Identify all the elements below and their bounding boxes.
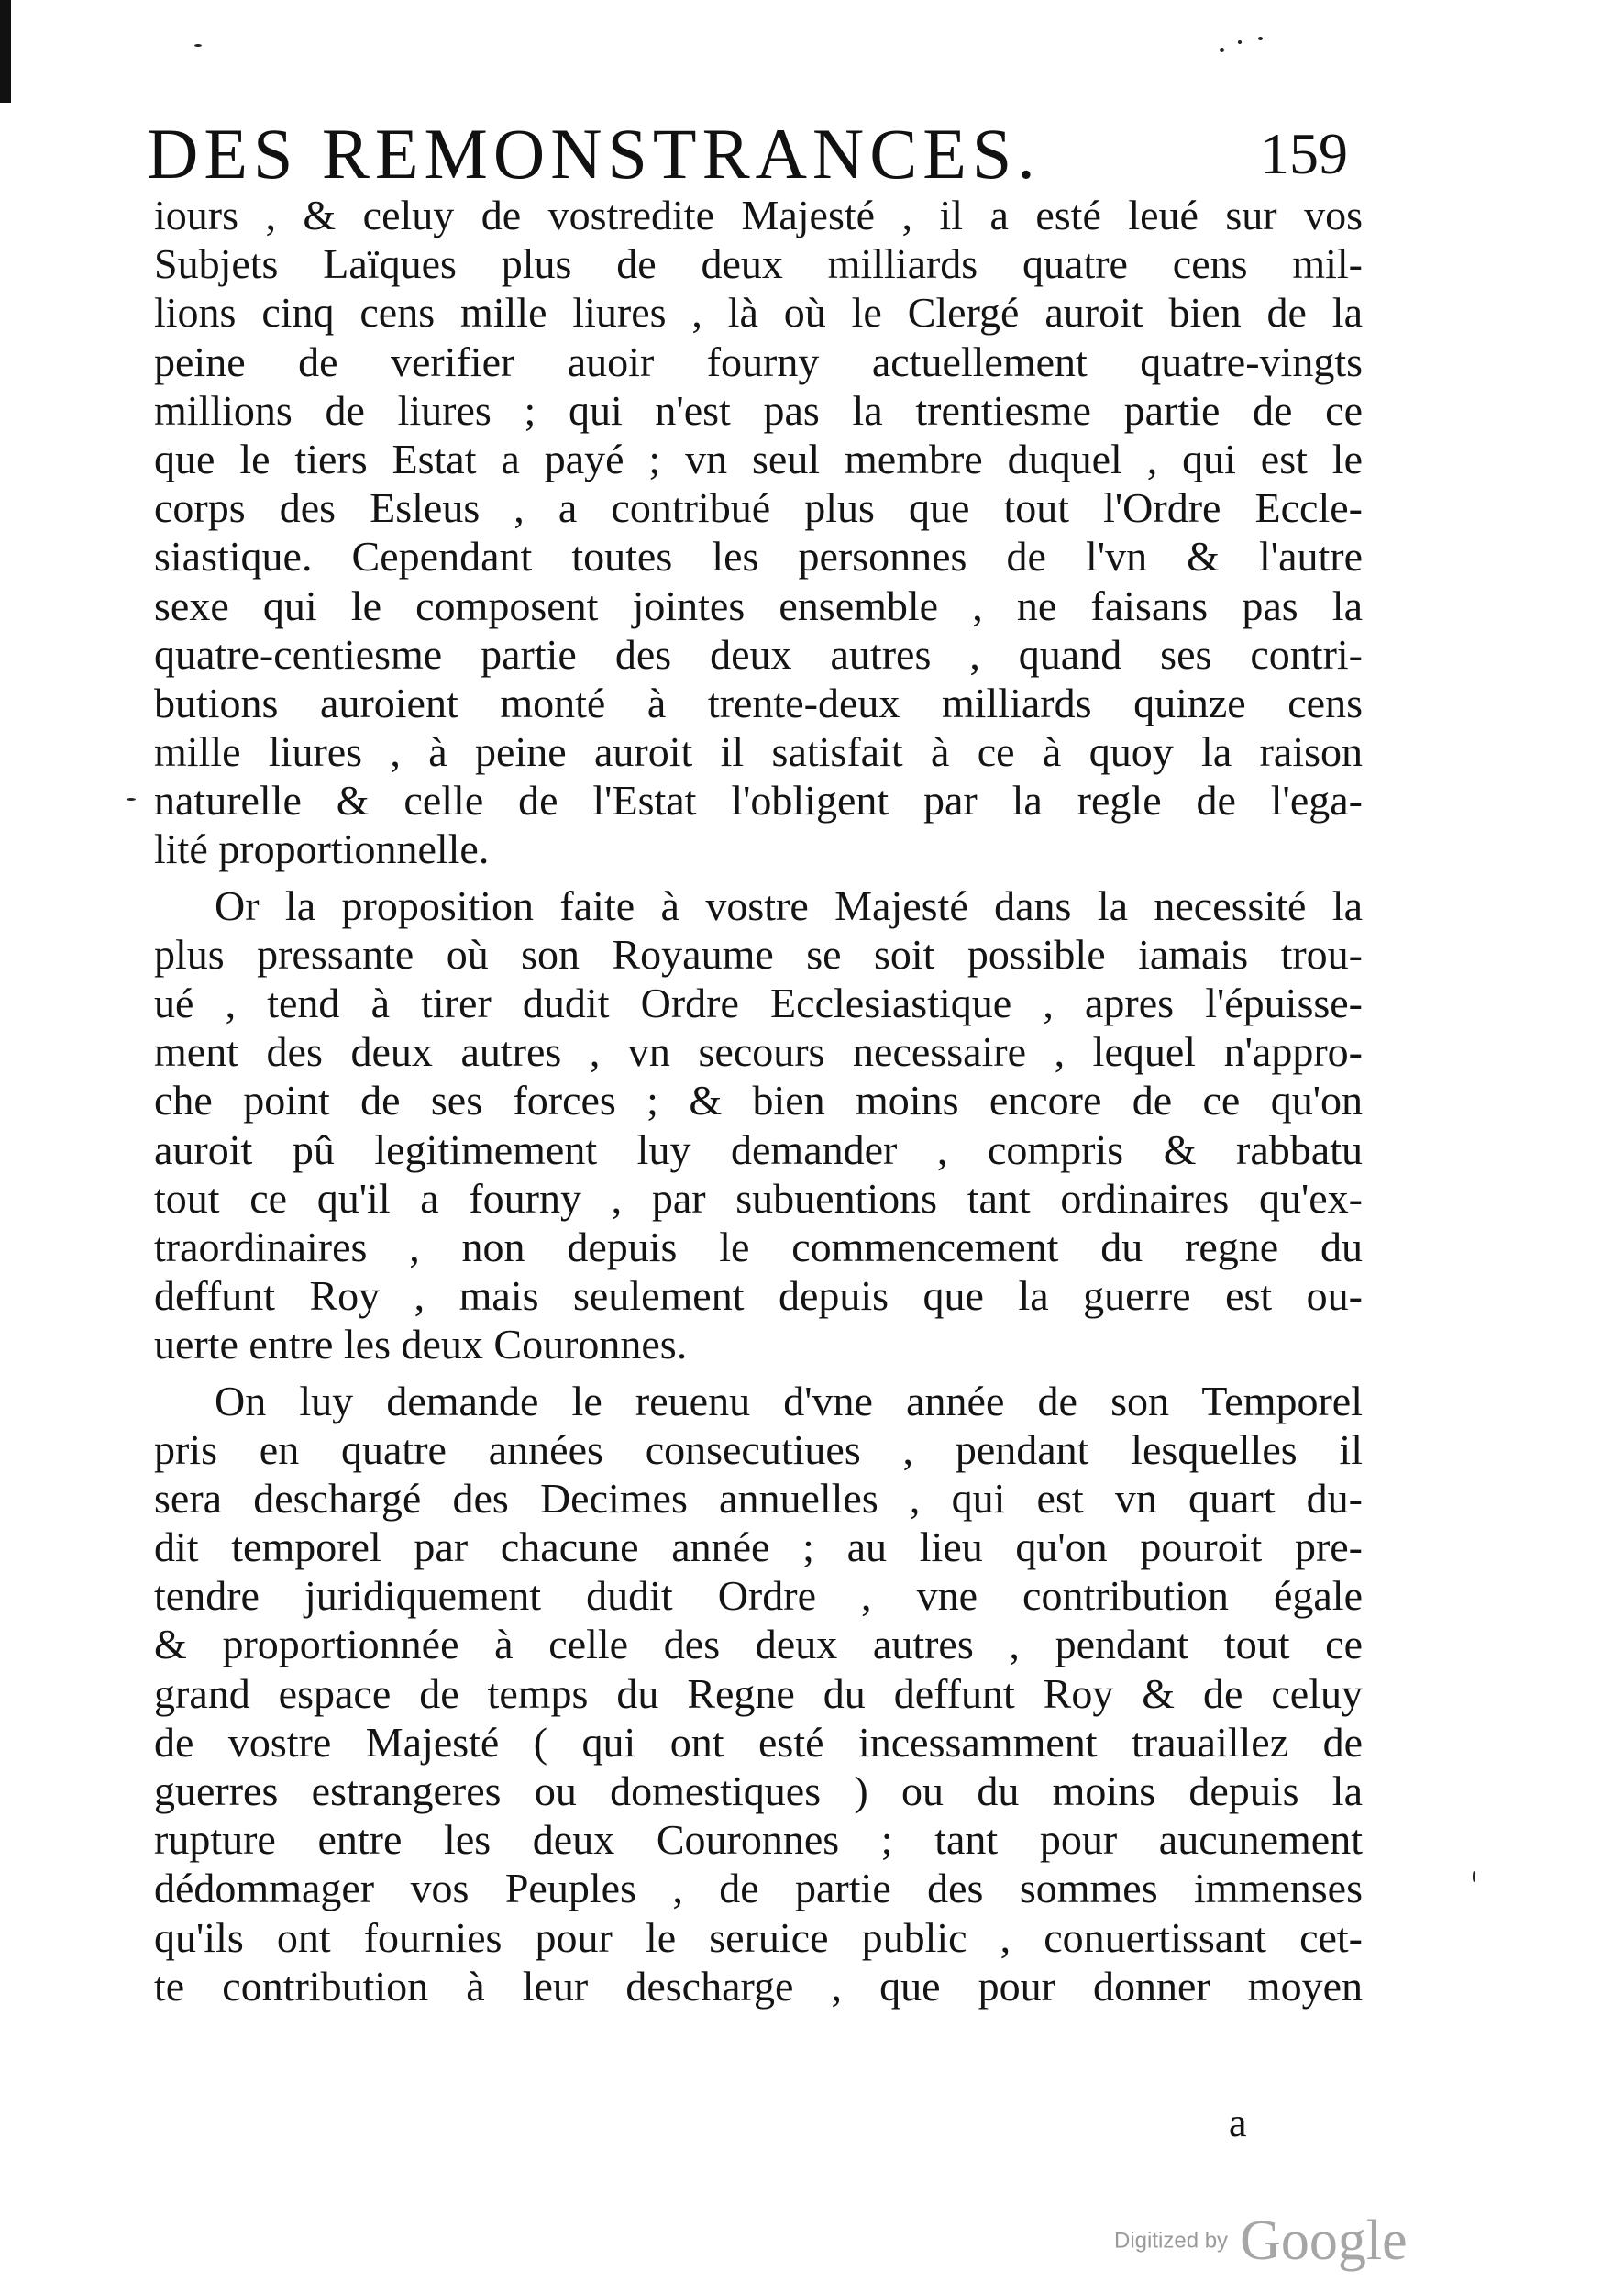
text-line: plus pressante où son Royaume se soit possible iamais trou- [154,930,1363,978]
text-line: te contribution à leur descharge , que pour donner moyen [154,1962,1363,2010]
text-line: de vostre Majesté ( qui ont esté incessamment trauaillez de [154,1718,1363,1766]
text-line: che point de ses forces ; & bien moins encore de ce qu'on [154,1077,1363,1124]
text-line: siastique. Cependant toutes les personnes de l'vn & l'autre [154,533,1363,581]
signature-mark: a [1229,2100,1247,2145]
paragraph-3 [154,1377,1363,2011]
text-line: tendre juridiquement dudit Ordre , vne contribution égale [154,1572,1363,1620]
text-line: millions de liures ; qui n'est pas la trentiesme partie de ce [154,386,1363,434]
paragraph-2 [154,881,1363,1369]
running-head [147,108,1348,200]
page-number: 159 [1260,121,1348,186]
text-line: deffunt Roy , mais seulement depuis que la guerre est ou- [154,1272,1363,1320]
text-line: auroit pû legitimement luy demander , compris & rabbatu [154,1125,1363,1173]
scan-speck [127,798,136,801]
body-text [154,191,1363,2011]
text-line: dit temporel par chacune année ; au lieu qu'on pouroit pre- [154,1523,1363,1571]
text-line: mille liures , à peine auroit il satisfait à ce à quoy la raison [154,728,1363,776]
running-title: DES REMONSTRANCES. [147,114,1041,194]
text-line: sera deschargé des Decimes annuelles , qui est vn quart du- [154,1474,1363,1522]
text-line: guerres estrangeres ou domestiques ) ou du moins depuis la [154,1767,1363,1814]
text-line: sexe qui le composent jointes ensemble , ne faisans pas la [154,582,1363,629]
text-line: dédommager vos Peuples , de partie des sommes immenses [154,1865,1363,1912]
text-line: naturelle & celle de l'Estat l'obligent par la regle de l'ega- [154,777,1363,825]
text-line: lions cinq cens mille liures , là où le Clergé auroit bien de la [154,289,1363,337]
text-line: uerte entre les deux Couronnes. [154,1321,688,1368]
scan-speck [1238,40,1242,44]
text-line: rupture entre les deux Couronnes ; tant pour aucunement [154,1816,1363,1864]
text-line: & proportionnée à celle des deux autres , pendant tout ce [154,1621,1363,1668]
text-line: ué , tend à tirer dudit Ordre Ecclesiastique , apres l'épuisse- [154,980,1363,1026]
text-line: Or la proposition faite à vostre Majesté dans la necessité la [215,881,1363,929]
text-line: On luy demande le reuenu d'vne année de son Temporel [215,1377,1363,1424]
scan-speck [1473,1871,1475,1882]
digitized-watermark [1114,2209,1408,2273]
google-logo: Google [1240,2210,1408,2272]
text-line: lité proportionnelle. [154,825,490,873]
text-line: butions auroient monté à trente-deux milliards quinze cens [154,679,1363,726]
text-line: ment des deux autres , vn secours necessaire , lequel n'appro- [154,1028,1363,1076]
text-line: peine de verifier auoir fourny actuellement quatre-vingts [154,338,1363,385]
text-line: Subjets Laïques plus de deux milliards quatre cens mil- [154,240,1363,288]
text-line: corps des Esleus , a contribué plus que tout l'Ordre Eccle- [154,484,1363,532]
text-line: iours , & celuy de vostredite Majesté , il a esté leué sur vos [154,192,1363,238]
text-line: pris en quatre années consecutiues , pendant lesquelles il [154,1425,1363,1473]
text-line: quatre-centiesme partie des deux autres , quand ses contri- [154,630,1363,678]
page-edge-mark [0,0,11,103]
digitized-by-label: Digitized by [1114,2228,1229,2254]
text-line: qu'ils ont fournies pour le seruice public , conuertissant cet- [154,1913,1363,1961]
text-line: que le tiers Estat a payé ; vn seul membre duquel , qui est le [154,435,1363,482]
paragraph-1 [154,191,1363,874]
text-line: tout ce qu'il a fourny , par subuentions tant ordinaires qu'ex- [154,1174,1363,1222]
text-line: traordinaires , non depuis le commencement du regne du [154,1223,1363,1270]
scan-speck [1258,37,1263,40]
scan-speck [194,44,202,47]
text-line: grand espace de temps du Regne du deffunt Roy & de celuy [154,1669,1363,1717]
scan-speck [1220,48,1224,52]
